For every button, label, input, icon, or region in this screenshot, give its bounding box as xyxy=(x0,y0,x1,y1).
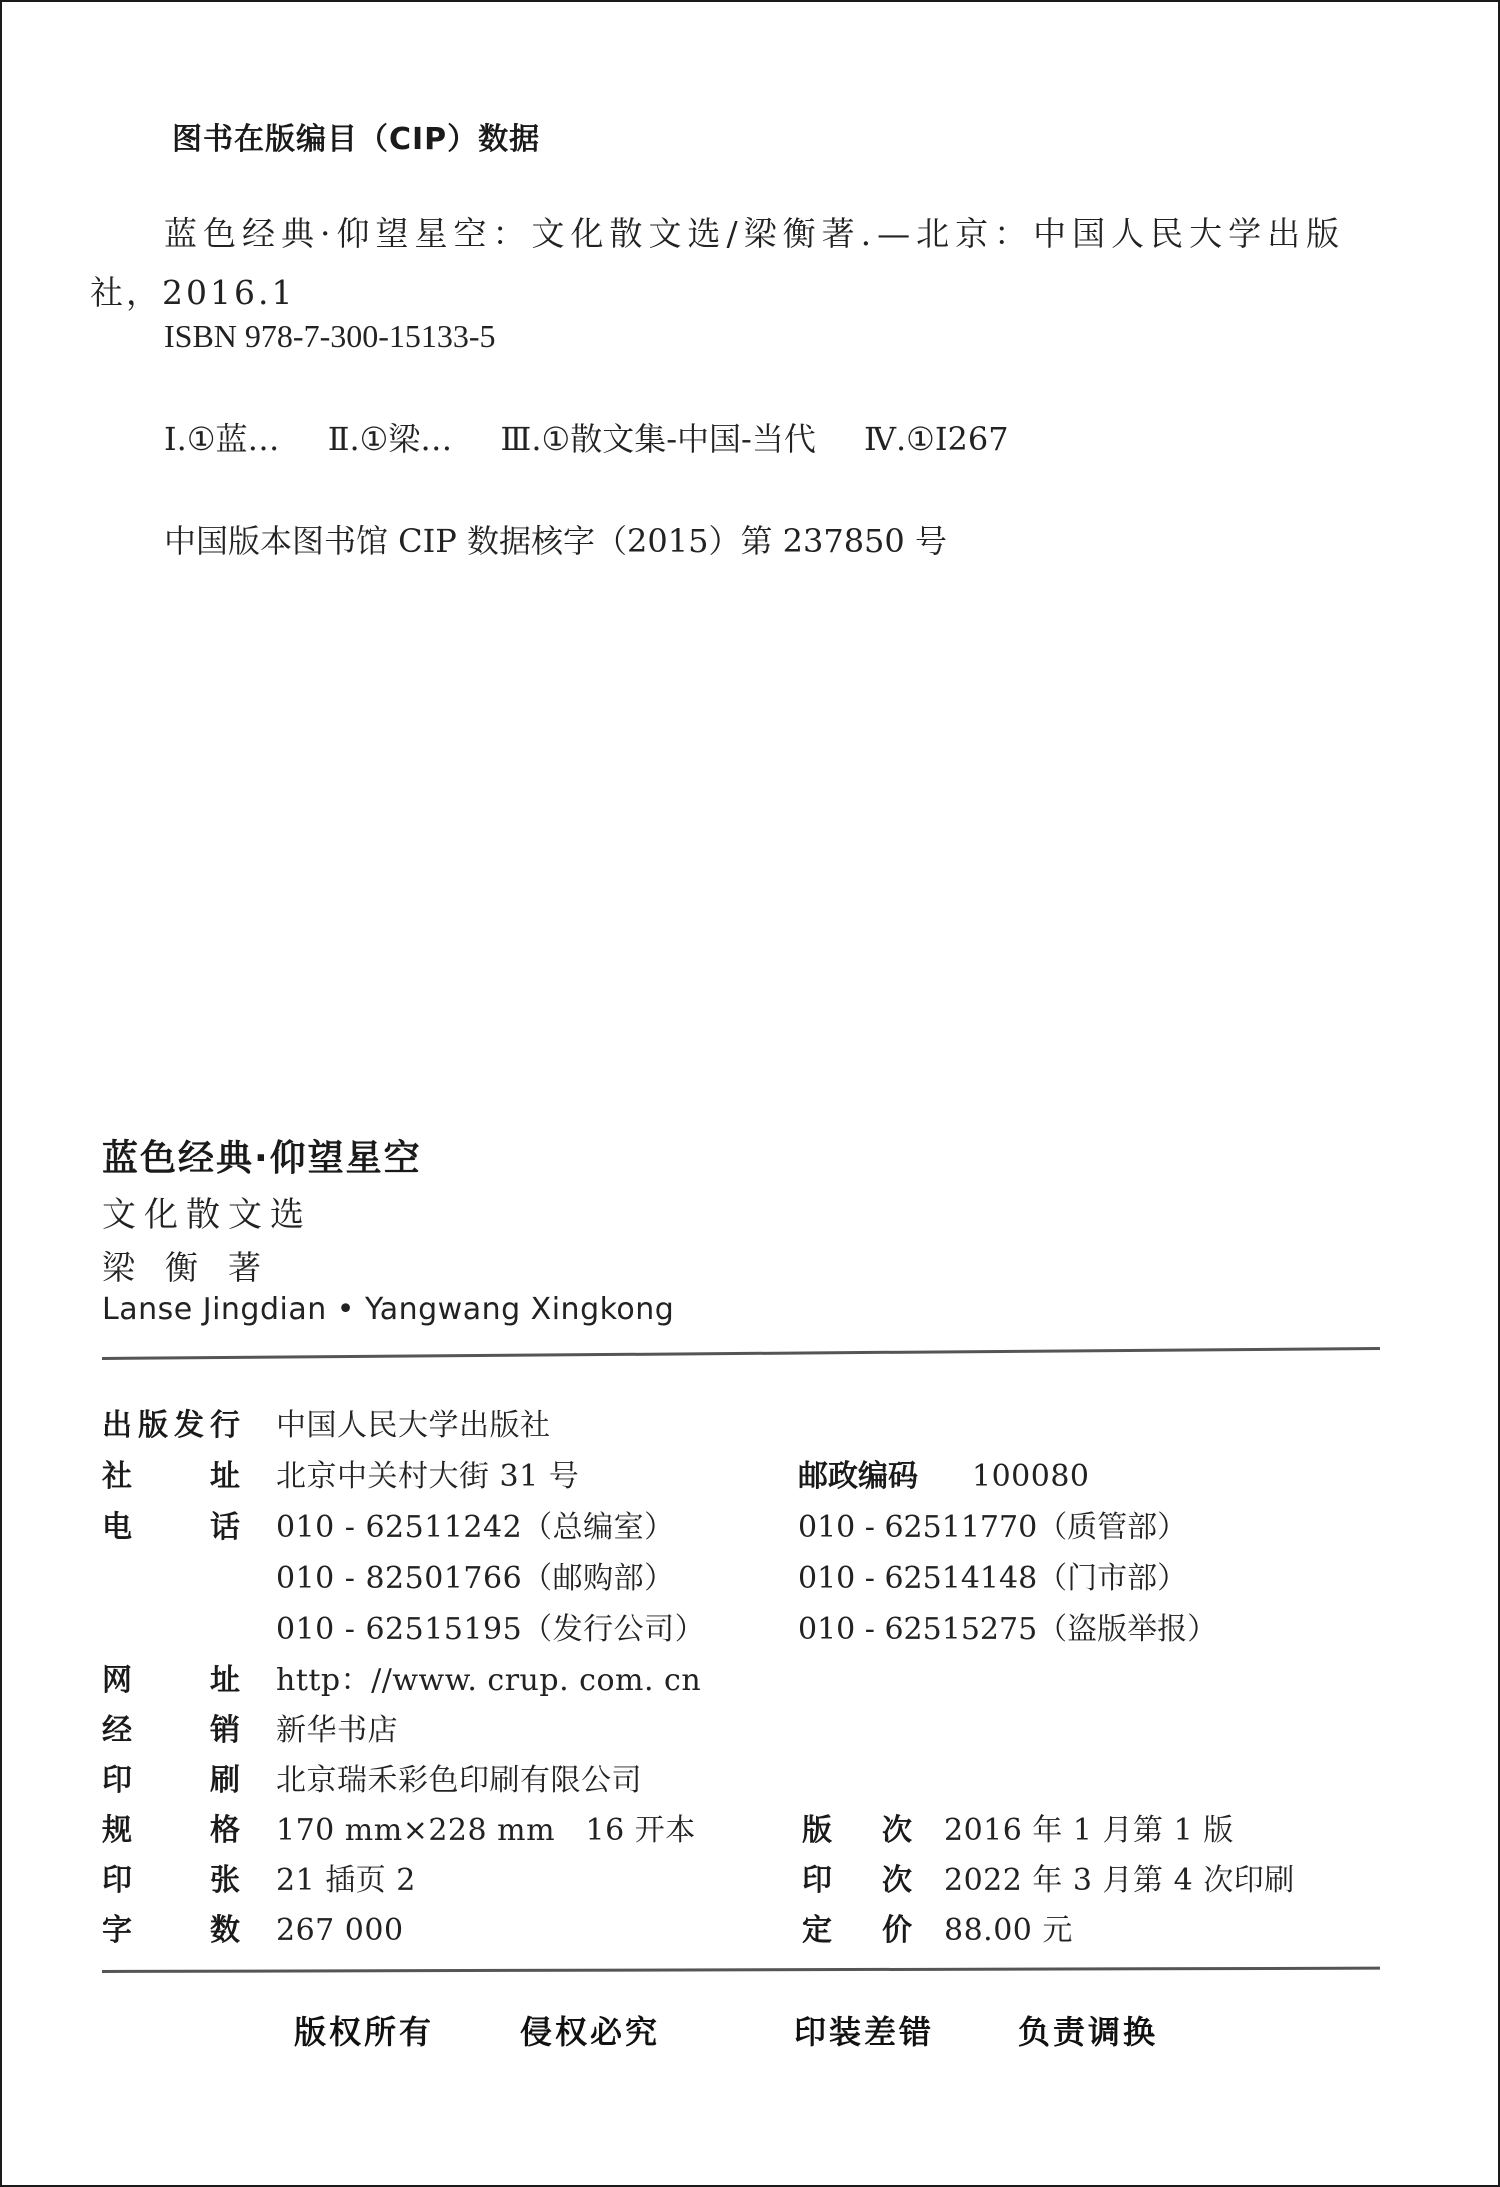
info-row-sheets xyxy=(102,1855,416,1899)
info-value: 中国人民大学出版社 xyxy=(276,1408,551,1443)
cip-class-1: Ⅰ.①蓝… xyxy=(164,420,280,458)
info-row-postcode xyxy=(798,1451,1090,1495)
cip-title-line: 蓝色经典·仰望星空：文化散文选/梁衡著.—北京：中国人民大学出版 xyxy=(164,214,1346,253)
info-value: 010 - 62515195（发行公司） xyxy=(276,1612,706,1647)
info-row-phone-2 xyxy=(102,1553,675,1597)
website-link[interactable]: http：//www. crup. com. cn xyxy=(276,1663,702,1698)
info-value: 北京瑞禾彩色印刷有限公司 xyxy=(276,1763,642,1798)
footer-infringement: 侵权必究 xyxy=(520,2013,661,2051)
cip-class-2: Ⅱ.①梁… xyxy=(327,420,453,458)
info-row-edition xyxy=(802,1805,1234,1849)
cip-classification xyxy=(164,414,1047,460)
info-row-printer xyxy=(102,1755,642,1799)
book-title: 蓝色经典·仰望星空 xyxy=(102,1138,422,1179)
info-row-price xyxy=(802,1905,1073,1949)
cip-publisher-line: 社，2016.1 xyxy=(90,273,296,312)
footer-copyright: 版权所有 xyxy=(294,2013,435,2051)
info-label: 版 次 xyxy=(802,1813,912,1848)
info-label: 印 刷 xyxy=(102,1763,240,1798)
info-label: 印 次 xyxy=(802,1863,912,1898)
cip-heading: 图书在版编目（CIP）数据 xyxy=(172,122,541,157)
info-label: 电 话 xyxy=(102,1510,240,1545)
info-label: 经 销 xyxy=(102,1713,240,1748)
info-label: 出 版 发 行 xyxy=(102,1408,240,1443)
info-value: 010 - 62514148（门市部） xyxy=(798,1561,1188,1596)
info-value: 2016 年 1 月第 1 版 xyxy=(944,1813,1234,1848)
cip-class-4: Ⅳ.①I267 xyxy=(864,420,1009,458)
info-row-format xyxy=(102,1805,696,1849)
info-value: 21 插页 2 xyxy=(276,1863,416,1898)
cip-isbn: ISBN 978-7-300-15133-5 xyxy=(164,318,496,354)
info-row-publisher xyxy=(102,1400,551,1444)
info-value: 010 - 82501766（邮购部） xyxy=(276,1561,675,1596)
divider-bottom xyxy=(102,1967,1380,1973)
postcode-value: 100080 xyxy=(972,1459,1090,1494)
book-author xyxy=(102,1242,291,1289)
info-value: 170 mm×228 mm 16 开本 xyxy=(276,1813,696,1848)
footer-printing-errors: 印装差错 xyxy=(794,2013,935,2051)
info-value: 北京中关村大街 31 号 xyxy=(276,1459,580,1494)
info-value: 010 - 62511770（质管部） xyxy=(798,1510,1188,1545)
info-row-word-count xyxy=(102,1905,404,1949)
postcode-label: 邮政编码 xyxy=(798,1459,918,1494)
author-char: 梁 xyxy=(102,1248,165,1287)
info-value: 010 - 62511242（总编室） xyxy=(276,1510,675,1545)
book-subtitle: 文化散文选 xyxy=(102,1195,312,1235)
book-pinyin-title: Lanse Jingdian • Yangwang Xingkong xyxy=(102,1292,675,1327)
info-label: 定 价 xyxy=(802,1913,912,1948)
info-row-phone-piracy xyxy=(798,1604,1217,1648)
info-value: 2022 年 3 月第 4 次印刷 xyxy=(944,1863,1295,1898)
divider-top xyxy=(102,1347,1380,1360)
info-row-phone-store xyxy=(798,1553,1187,1597)
price-value: 88.00 元 xyxy=(944,1913,1073,1948)
footer-replacement: 负责调换 xyxy=(1018,2013,1159,2051)
info-row-address xyxy=(102,1451,579,1495)
info-row-distributor xyxy=(102,1705,398,1749)
info-row-printing xyxy=(802,1855,1295,1899)
info-value: 010 - 62515275（盗版举报） xyxy=(798,1612,1218,1647)
info-row-phone-3 xyxy=(102,1604,705,1648)
info-label: 印 张 xyxy=(102,1863,240,1898)
info-value: 新华书店 xyxy=(276,1713,398,1748)
info-label: 字 数 xyxy=(102,1913,240,1948)
info-value: 267 000 xyxy=(276,1913,404,1948)
info-label: 社 址 xyxy=(102,1459,240,1494)
info-row-phone-qc xyxy=(798,1502,1187,1546)
cip-class-3: Ⅲ.①散文集-中国-当代 xyxy=(500,420,816,458)
author-char: 衡 xyxy=(165,1248,228,1287)
info-row-website xyxy=(102,1655,701,1699)
author-char: 著 xyxy=(228,1248,291,1287)
cip-record-number: 中国版本图书馆 CIP 数据核字（2015）第 237850 号 xyxy=(164,522,947,560)
info-row-phone xyxy=(102,1502,675,1546)
info-label: 网 址 xyxy=(102,1663,240,1698)
info-label: 规 格 xyxy=(102,1813,240,1848)
